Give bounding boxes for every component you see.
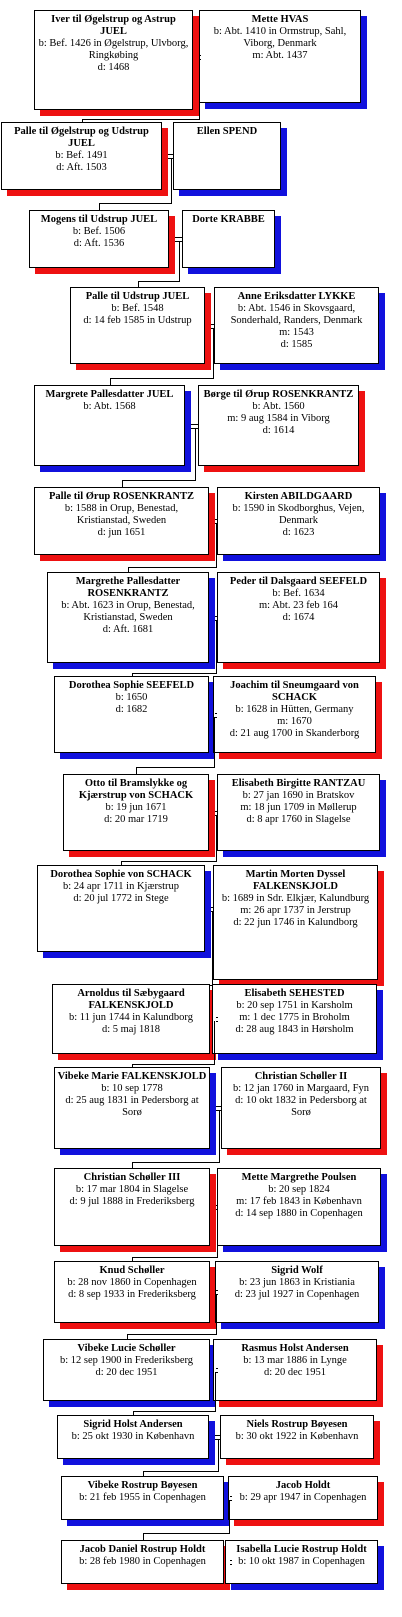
person-name: Peder til Dalsgaard SEEFELD [229,576,368,587]
person-detail: m: Abt. 1437 [252,50,308,61]
descent-line [229,1500,230,1528]
person-detail: b: Abt. 1410 in Ormstrup, Sahl, Viborg, Denmark [213,26,347,49]
descent-line [195,472,196,480]
person-name: Knud Schøller [99,1265,165,1276]
descent-line [82,119,200,120]
person-box[interactable] [63,774,209,851]
marriage-line [230,1564,232,1565]
person-detail: d: 20 mar 1719 [104,814,168,825]
person-name: Arnoldus til Sæbygaard FALKENSKJOLD [77,988,185,1011]
person-detail: b: 28 nov 1860 in Copenhagen [67,1277,197,1288]
descent-line [212,911,213,988]
person-detail: d: 20 dec 1951 [263,1367,327,1378]
person-detail: b: 27 jan 1690 in Bratskov [242,790,355,801]
person-name: Anne Eriksdatter LYKKE [237,291,356,302]
marriage-line [211,907,213,908]
person-detail: b: Abt. 1623 in Orup, Benestad, Kristianstad, Sweden [61,600,195,623]
descent-line [213,370,214,378]
person-name: Mogens til Udstrup JUEL [40,214,158,225]
marriage-line [216,1368,218,1369]
person-box[interactable] [213,865,378,980]
person-box[interactable] [217,572,380,663]
descent-line [229,1526,230,1533]
marriage-line [230,1496,232,1497]
person-box[interactable] [57,1415,209,1459]
person-name: Martin Morten Dyssel FALKENSKJOLD [245,869,346,892]
descent-line [121,861,217,862]
person-box[interactable] [61,1476,224,1520]
person-detail: d: jun 1651 [97,527,146,538]
person-name: Isabella Lucie Rostrup Holdt [236,1544,367,1555]
person-box[interactable] [199,10,361,103]
person-detail: b: 28 feb 1980 in Copenhagen [79,1556,206,1567]
descent-line [213,328,214,372]
person-box[interactable] [182,210,275,268]
person-name: Rasmus Holst Andersen [241,1343,349,1354]
marriage-line [191,424,198,425]
person-box[interactable] [54,1168,210,1246]
person-box[interactable] [52,984,210,1054]
descent-line [215,1372,216,1409]
person-name: Palle til Øgelstrup og Udstrup JUEL [14,126,149,149]
person-detail: d: 1585 [280,339,313,350]
person-detail: d: Aft. 1681 [102,624,154,635]
person-detail: b: 29 apr 1947 in Copenhagen [239,1492,367,1503]
descent-line [128,567,217,568]
person-detail: d: 1674 [282,612,315,623]
descent-line [132,1162,220,1163]
marriage-line [215,717,217,718]
person-detail: d: 20 jul 1772 in Stege [73,893,169,904]
person-detail: b: 19 jun 1671 [105,802,167,813]
descent-line [122,480,123,487]
marriage-line [216,1372,218,1373]
person-name: Margrete Pallesdatter JUEL [45,389,174,400]
descent-line [214,717,215,761]
descent-line [216,1294,217,1331]
person-detail: b: 24 apr 1711 in Kjærstrup [63,881,179,892]
person-box[interactable] [54,1261,210,1323]
descent-line [199,59,200,118]
person-detail: d: 5 maj 1818 [101,1024,161,1035]
descent-line [122,480,196,481]
person-name: Sigrid Wolf [271,1265,323,1276]
person-detail: b: 12 jan 1760 in Margaard, Fyn [233,1083,369,1094]
descent-line [136,767,215,768]
person-box[interactable] [217,487,380,555]
marriage-line [216,1017,218,1018]
descent-line [219,1110,220,1157]
person-box[interactable] [173,122,281,190]
person-detail: d: 9 jul 1888 in Frederiksberg [69,1196,195,1207]
person-detail: d: Aft. 1536 [73,238,125,249]
marriage-line [230,1560,232,1561]
person-name: Jacob Holdt [275,1480,331,1491]
person-detail: b: 11 jun 1744 in Kalundborg [69,1012,193,1023]
descent-line [143,1533,230,1534]
person-detail: b: 1689 in Sdr. Elkjær, Kalundburg [221,893,370,904]
person-box[interactable] [43,1339,210,1401]
person-name: Iver til Øgelstrup og Astrup JUEL [51,14,176,37]
person-name: Niels Rostrup Bøyesen [246,1419,348,1430]
person-detail: b: Abt. 1568 [83,401,136,412]
person-name: Dorothea Sophie SEEFELD [68,680,195,691]
person-name: Otto til Bramslykke og Kjærstrup von SCHACK [78,778,194,801]
person-detail: m: 17 feb 1843 in København [236,1196,362,1207]
marriage-line [216,1021,218,1022]
person-box[interactable] [214,287,379,364]
marriage-line [175,237,182,238]
person-detail: m: 18 jun 1709 in Møllerup [240,802,357,813]
person-name: Palle til Ørup ROSENKRANTZ [49,491,194,502]
person-box[interactable] [34,10,193,110]
person-detail: b: 1628 in Hütten, Germany [235,704,354,715]
person-detail: d: 23 jul 1927 in Copenhagen [234,1289,360,1300]
person-detail: b: 12 sep 1900 in Frederiksberg [59,1355,194,1366]
person-detail: b: Bef. 1548 [111,303,164,314]
person-detail: m: Abt. 23 feb 164 [258,600,339,611]
person-detail: b: 13 mar 1886 in Lynge [243,1355,347,1366]
person-detail: d: 1682 [115,704,148,715]
descent-line [143,1471,219,1472]
descent-line [214,1021,215,1062]
person-box[interactable] [34,487,209,555]
descent-line [99,203,172,204]
person-box[interactable] [54,676,209,753]
descent-line [214,759,215,767]
person-detail: d: 22 jun 1746 in Kalundborg [233,917,358,928]
person-name: Vibeke Rostrup Bøyesen [87,1480,198,1491]
person-box[interactable] [70,287,205,364]
person-detail: d: 21 aug 1700 in Skanderborg [229,728,360,739]
person-box[interactable] [198,385,359,466]
marriage-line [215,811,217,812]
descent-line [132,1064,215,1065]
marriage-line [230,1500,232,1501]
descent-line [110,378,214,379]
person-detail: d: 1623 [282,527,315,538]
descent-line [217,1209,218,1254]
person-box[interactable] [34,385,185,466]
person-detail: b: 1590 in Skodborghus, Vejen, Denmark [232,503,365,526]
person-box[interactable] [37,865,205,952]
person-detail: b: 20 sep 1824 [268,1184,330,1195]
person-box[interactable] [228,1476,378,1520]
person-detail: d: 10 okt 1832 in Pedersborg at Sorø [235,1095,367,1118]
person-name: Dorothea Sophie von SCHACK [50,869,192,880]
descent-line [171,158,172,198]
descent-line [136,767,137,774]
marriage-line [216,1205,218,1206]
marriage-line [215,616,217,617]
person-box[interactable] [217,774,380,851]
person-detail: b: 17 mar 1804 in Slagelse [75,1184,189,1195]
person-name: Mette Margrethe Poulsen [241,1172,357,1183]
person-detail: m: 9 aug 1584 in Viborg [227,413,330,424]
person-detail: b: 1588 in Orup, Benestad, Kristianstad, Sweden [64,503,179,526]
descent-line [138,281,180,282]
person-detail: b: 23 jun 1863 in Kristiania [239,1277,355,1288]
person-detail: b: Bef. 1634 [272,588,325,599]
marriage-line [211,324,214,325]
person-box[interactable] [1,122,162,190]
person-detail: b: 20 sep 1751 in Karsholm [236,1000,353,1011]
person-detail: d: 8 apr 1760 in Slagelse [246,814,351,825]
descent-line [143,1533,144,1540]
person-detail: d: 14 feb 1585 in Udstrup [83,315,192,326]
descent-line [179,241,180,276]
person-box[interactable] [29,210,169,268]
person-detail: b: Abt. 1546 in Skovsgaard, Sonderhald, Randers, Denmark [230,303,363,326]
person-detail: b: Bef. 1491 [55,150,108,161]
descent-line [218,1439,219,1467]
person-name: Joachim til Sneumgaard von SCHACK [230,680,359,703]
person-detail: d: 14 sep 1880 in Copenhagen [235,1208,363,1219]
person-box[interactable] [215,1261,379,1323]
descent-line [133,1411,216,1412]
descent-line [171,196,172,203]
person-box[interactable] [54,1067,210,1149]
descent-line [110,378,111,385]
person-detail: d: 8 sep 1933 in Frederiksberg [68,1289,196,1300]
person-box[interactable] [213,676,376,753]
person-detail: b: 10 okt 1987 in Copenhagen [238,1556,365,1567]
person-detail: b: 30 okt 1922 in København [235,1431,359,1442]
person-detail: b: 25 okt 1930 in København [71,1431,195,1442]
person-name: Vibeke Marie FALKENSKJOLD [57,1071,207,1082]
person-detail: m: 1 dec 1775 in Broholm [239,1012,350,1023]
person-detail: b: Bef. 1426 in Øgelstrup, Ulvborg, Ringkøbing [38,38,189,61]
descent-line [216,815,217,859]
descent-line [219,1155,220,1162]
person-box[interactable] [221,1067,381,1149]
person-name: Jacob Daniel Rostrup Holdt [79,1544,206,1555]
person-name: Margrethe Pallesdatter ROSENKRANTZ [75,576,181,599]
marriage-line [216,1106,221,1107]
person-name: Palle til Udstrup JUEL [85,291,190,302]
person-detail: d: 1614 [262,425,295,436]
descent-line [216,523,217,563]
person-detail: b: Bef. 1506 [72,226,126,237]
marriage-line [215,519,217,520]
person-detail: d: 25 aug 1831 in Pedersborg at Sorø [65,1095,199,1118]
person-box[interactable] [212,984,377,1054]
person-box[interactable] [217,1168,381,1246]
marriage-line [168,154,173,155]
person-name: Ellen SPEND [196,126,258,137]
person-detail: b: Abt. 1560 [252,401,305,412]
person-detail: b: 1650 [115,692,148,703]
person-detail: d: 1468 [97,62,130,73]
person-name: Christian Schøller III [83,1172,181,1183]
person-name: Christian Schøller II [254,1071,348,1082]
person-name: Børge til Ørup ROSENKRANTZ [203,389,354,400]
descent-line [132,673,217,674]
person-box[interactable] [220,1415,374,1459]
marriage-line [199,55,201,56]
person-detail: d: Aft. 1503 [56,162,107,173]
person-box[interactable] [225,1540,378,1584]
person-name: Elisabeth SEHESTED [244,988,345,999]
person-name: Vibeke Lucie Schøller [77,1343,176,1354]
marriage-line [215,1435,220,1436]
descent-line [127,1334,217,1335]
person-detail: m: 1543 [279,327,314,338]
person-detail: m: 26 apr 1737 in Jerstrup [240,905,351,916]
descent-line [99,203,100,210]
marriage-line [216,1290,218,1291]
person-detail: b: 10 sep 1778 [101,1083,163,1094]
marriage-line [215,713,217,714]
person-detail: b: 21 feb 1955 in Copenhagen [79,1492,206,1503]
person-box[interactable] [213,1339,377,1401]
person-name: Dorte KRABBE [192,214,265,225]
person-name: Elisabeth Birgitte RANTZAU [231,778,366,789]
person-box[interactable] [47,572,209,663]
descent-line [195,428,196,474]
person-detail: m: 1670 [277,716,312,727]
person-name: Mette HVAS [251,14,309,25]
person-detail: d: 28 aug 1843 in Hørsholm [235,1024,354,1035]
person-detail: d: 20 dec 1951 [95,1367,158,1378]
descent-line [216,620,217,671]
person-name: Kirsten ABILDGAARD [244,491,353,502]
person-name: Sigrid Holst Andersen [83,1419,183,1430]
descent-line [179,274,180,281]
person-box[interactable] [61,1540,224,1584]
descent-line [132,1257,218,1258]
